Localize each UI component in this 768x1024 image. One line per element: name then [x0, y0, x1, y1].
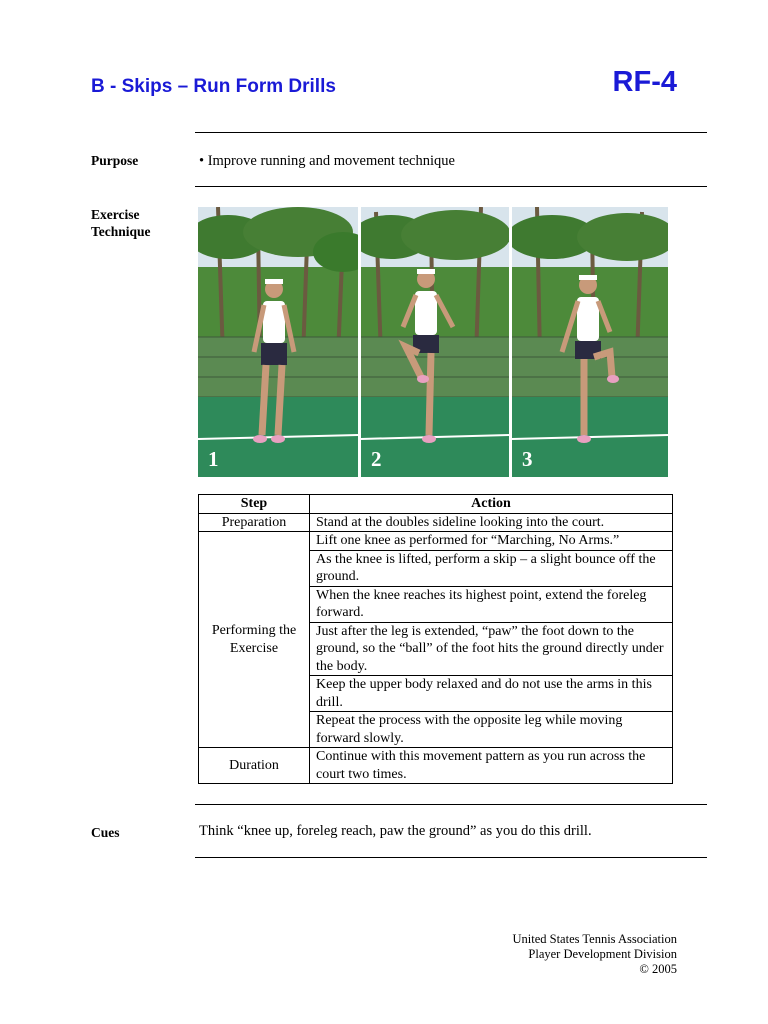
technique-label-line2: Technique — [91, 224, 151, 239]
photo-3-image — [512, 207, 668, 477]
footer-division: Player Development Division — [528, 947, 677, 961]
photo-1-image — [198, 207, 358, 477]
cues-label: Cues — [91, 825, 120, 840]
action-duration: Continue with this movement pattern as you run across the court two times. — [310, 748, 673, 784]
exercise-photo-3 — [512, 207, 668, 477]
photo-3-number: 3 — [522, 447, 533, 471]
table-row — [199, 532, 673, 551]
divider-purpose — [195, 186, 707, 187]
table-row — [199, 513, 673, 532]
purpose-bullet — [199, 153, 455, 170]
page-title: B - Skips – Run Form Drills — [91, 76, 336, 97]
header-step: Step — [199, 495, 310, 514]
action-performing-2: As the knee is lifted, perform a skip – a slight bounce off the ground. — [310, 550, 673, 586]
footer-copyright: © 2005 — [639, 962, 677, 976]
bullet-icon: • — [199, 153, 208, 169]
drill-code: RF-4 — [612, 66, 677, 98]
divider-cues-bottom — [195, 857, 707, 858]
cues-text: Think “knee up, foreleg reach, paw the ground” as you do this drill. — [199, 823, 592, 839]
purpose-label: Purpose — [91, 153, 139, 168]
action-performing-4: Just after the leg is extended, “paw” the foot down to the ground, so the “ball” of the foot hits the ground directly under the body. — [310, 622, 673, 676]
purpose-text: Improve running and movement technique — [207, 153, 455, 169]
action-performing-6: Repeat the process with the opposite leg while moving forward slowly. — [310, 712, 673, 748]
divider-cues-top — [195, 804, 707, 805]
step-duration: Duration — [199, 748, 310, 784]
action-performing-3: When the knee reaches its highest point, extend the foreleg forward. — [310, 586, 673, 622]
exercise-photo-1 — [198, 207, 358, 477]
table-header-row — [199, 495, 673, 514]
technique-label — [91, 206, 151, 240]
exercise-photos — [198, 207, 668, 477]
footer-org: United States Tennis Association — [512, 932, 677, 946]
photo-2-number: 2 — [371, 447, 382, 471]
technique-label-line1: Exercise — [91, 207, 140, 222]
action-preparation: Stand at the doubles sideline looking into the court. — [310, 513, 673, 532]
header-action: Action — [310, 495, 673, 514]
step-preparation: Preparation — [199, 513, 310, 532]
table-row — [199, 748, 673, 784]
exercise-photo-2 — [361, 207, 509, 477]
action-performing-5: Keep the upper body relaxed and do not use the arms in this drill. — [310, 676, 673, 712]
photo-1-number: 1 — [208, 447, 219, 471]
steps-table — [198, 494, 673, 784]
action-performing-1: Lift one knee as performed for “Marching, No Arms.” — [310, 532, 673, 551]
photo-2-image — [361, 207, 509, 477]
divider-top — [195, 132, 707, 133]
step-performing: Performing the Exercise — [199, 532, 310, 748]
footer — [512, 932, 677, 977]
